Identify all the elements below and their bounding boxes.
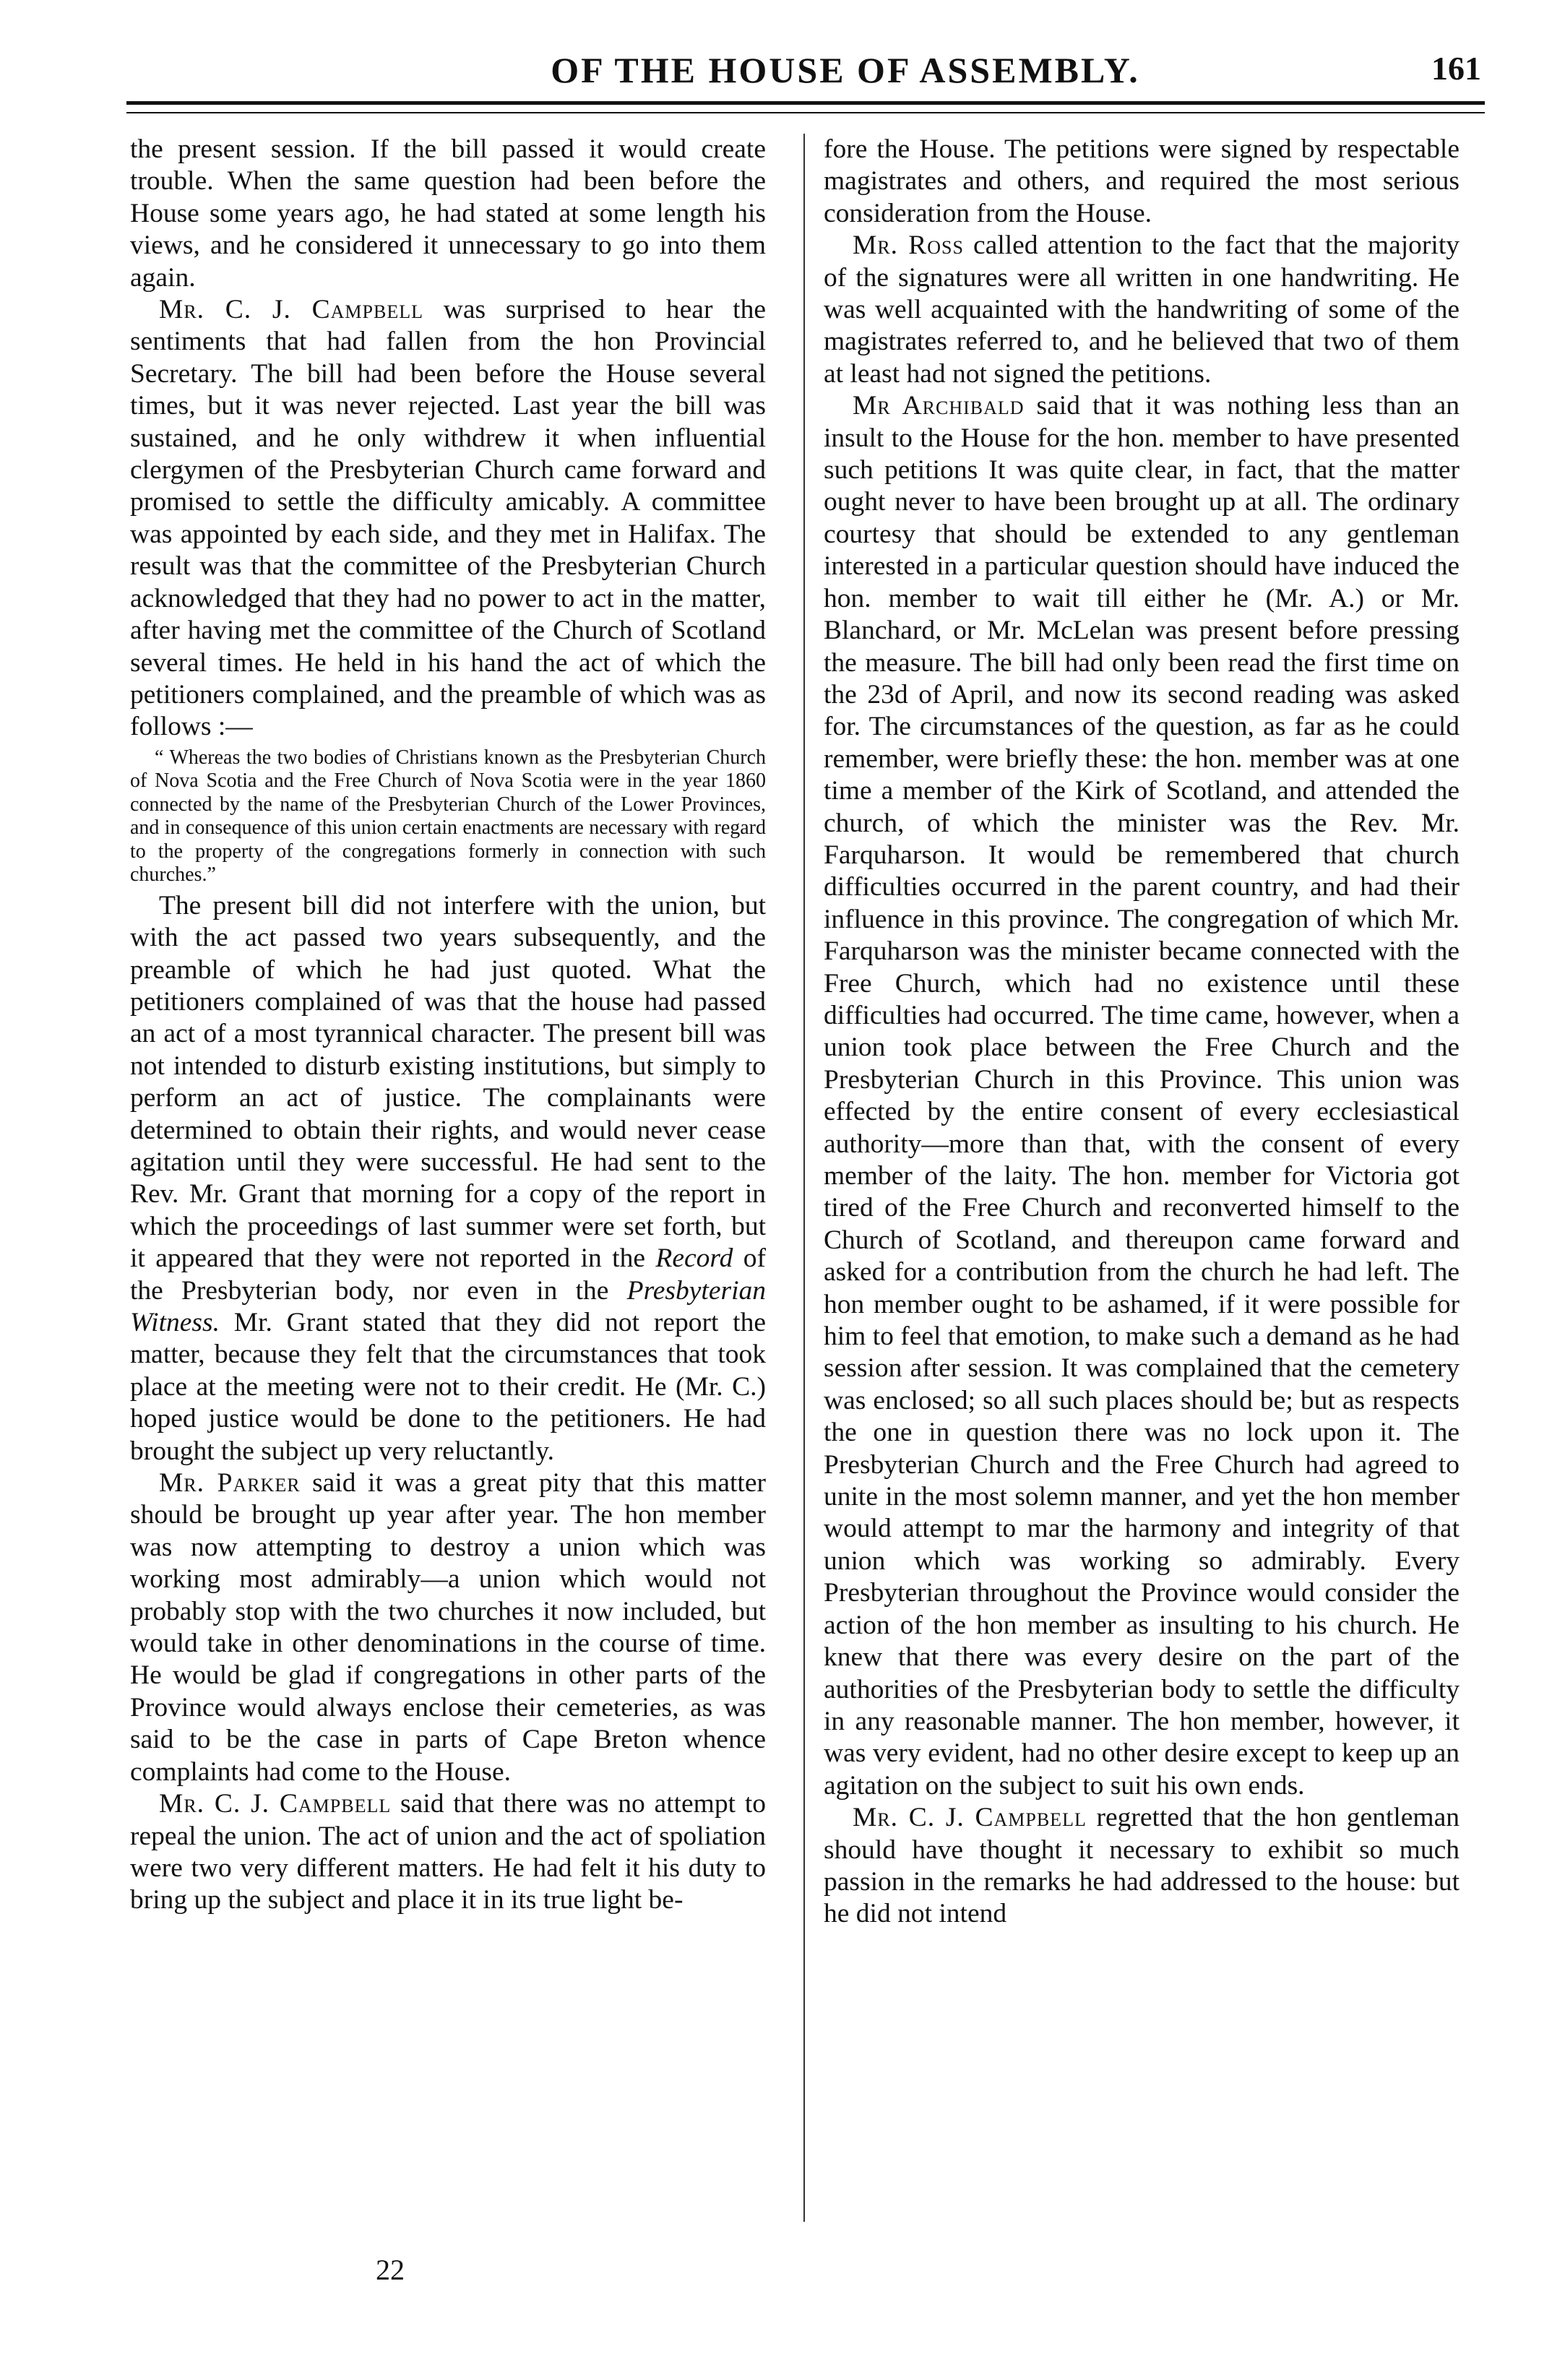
speaker-name: Mr. C. J. Campbell — [853, 1803, 1087, 1833]
left-paragraph-1: the present session. If the bill passed it would create trouble. When the same question had been before the House some years ago, he had stated at some length his views, and he considered it unnecessary to go into them again. — [130, 134, 766, 293]
right-paragraph-4 — [824, 1802, 1460, 1931]
left-paragraph-2-text: was surprised to hear the sentiments that had fallen from the hon Provincial Secretary. The bill had been before the House several times, but it was never rejected. Last year the bill was sustained, and he only withdrew it when influential clergymen of the Presbyterian Church came forward and promised to settle the difficulty amicably. A committee was appointed by each side, and they met in Halifax. The result was that the committee of the Presbyterian Church acknowledged that they had no power to act in the matter, after having met the committee of the Church of Scotland several times. He held in his hand the act of which the petitioners complained, and the preamble of which was as follows :— — [130, 295, 766, 742]
left-paragraph-2 — [130, 294, 766, 743]
right-paragraph-3 — [824, 390, 1460, 1802]
record-title: Record — [655, 1243, 733, 1274]
running-title: OF THE HOUSE OF ASSEMBLY. — [551, 50, 1140, 90]
quoted-preamble: “ Whereas the two bodies of Christians known as the Presbyterian Church of Nova Scotia and the Free Church of Nova Scotia were in the year 1860 connected by the name of the Presbyterian Church of the Lower Provinces, and in consequence of this union certain enactments are necessary with regard to the property of the congregations formerly in connection with such churches.” — [130, 746, 766, 887]
left-paragraph-4-text: said it was a great pity that this matter should be brought up year after year. The hon member was now attempting to destroy a union which was working most admirably—a union which would not probably stop with the two churches it now included, but would take in other denominations in the course of time. He would be glad if congregations in other parts of the Province would always enclose their cemeteries, as was said to be the case in parts of Cape Breton whence complaints had come to the House. — [130, 1468, 766, 1787]
right-column — [824, 134, 1460, 2251]
left-paragraph-3-text-c: Mr. Grant stated that they did not report the matter, because they felt that the circumstances that took place at the meeting were not to their credit. He (Mr. C.) hoped justice would be done to the petitioners. He had brought the subject up very reluctantly. — [130, 1308, 766, 1466]
signature-mark: 22 — [376, 2254, 405, 2286]
left-paragraph-4 — [130, 1467, 766, 1788]
left-paragraph-5 — [130, 1788, 766, 1917]
left-column — [130, 134, 766, 2251]
running-head — [145, 42, 1481, 107]
right-paragraph-3-text: said that it was nothing less than an insult to the House for the hon. member to have presented such petitions It was quite clear, in fact, that the matter ought never to have been brought up at all. The ordinary courtesy that should be extended to any gentleman interested in a particular question should have induced the hon. member to wait till either he (Mr. A.) or Mr. Blanchard, or Mr. McLelan was present before pressing the measure. The bill had only been read the first time on the 23d of April, and now its second reading was asked for. The circumstances of the question, as far as he could remember, were briefly these: the hon. member was at one time a member of the Kirk of Scotland, and attended the church, of which the minister was the Rev. Mr. Farquharson. It would be remembered that church difficulties occurred in the parent country, and had their influence in this province. The congregation of which Mr. Farquharson was the minister became connected with the Free Church, which had no existence until these difficulties had occurred. The time came, however, when a union took place between the Free Church and the Presbyterian Church in this Province. This union was effected by the entire consent of every ecclesiastical authority—more than that, with the consent of every member of the laity. The hon. member for Victoria got tired of the Free Church and reconverted himself to the Church of Scotland, and thereupon came forward and asked for a contribution from the church he had left. The hon member ought to be ashamed, if it were possible for him to feel that emotion, to make such a demand as he had session after session. It was complained that the cemetery was enclosed; so all such places should be; but as respects the one in question there was no lock upon it. The Presbyterian Church and the Free Church had agreed to unite in the most solemn manner, and yet the hon member would attempt to mar the harmony and integrity of that union which was working so admirably. Every Presbyterian throughout the Province would consider the action of the hon member as insulting to his church. He knew that there was every desire on the part of the authorities of the Presbyterian body to settle the difficulty in any reasonable manner. The hon member, however, it was very evident, had no other desire except to keep up an agitation on the subject to suit his own ends. — [824, 391, 1460, 1801]
speaker-name: Mr. C. J. Campbell — [159, 295, 423, 325]
left-paragraph-3 — [130, 890, 766, 1467]
left-paragraph-3-text-b: of the Presbyterian body, nor even in the — [130, 1243, 766, 1306]
header-rule-thick — [126, 101, 1485, 105]
right-paragraph-2-text: called attention to the fact that the majority of the signatures were all written in one handwriting. He was well acquainted with the handwriting of some of the magistrates referred to, and he believed that two of them at least had not signed the petitions. — [824, 230, 1460, 389]
column-divider — [803, 134, 805, 2222]
speaker-name: Mr. Ross — [853, 230, 964, 261]
right-paragraph-2 — [824, 230, 1460, 390]
speaker-name: Mr. Parker — [159, 1468, 301, 1499]
left-paragraph-3-text-a: The present bill did not interfere with the union, but with the act passed two years subsequently, and the preamble of which he had just quoted. What the petitioners complained of was that the house had passed an act of a most tyrannical character. The present bill was not intended to disturb existing institutions, but simply to perform an act of justice. The complainants were determined to obtain their rights, and would never cease agitation until they were successful. He had sent to the Rev. Mr. Grant that morning for a copy of the report in which the proceedings of last summer were set forth, but it appeared that they were not reported in the — [130, 890, 766, 1274]
speaker-name: Mr. C. J. Campbell — [159, 1789, 392, 1819]
speaker-name: Mr Archibald — [853, 391, 1025, 421]
left-paragraph-5-text: said that there was no attempt to repeal the union. The act of union and the act of spoliation were two very different matters. He had felt it his duty to bring up the subject and place it in its true light be- — [130, 1789, 766, 1915]
witness-title: Presbyterian Witness. — [130, 1275, 766, 1337]
header-rule-thin — [126, 112, 1485, 113]
right-paragraph-4-text: regretted that the hon gentleman should have thought it necessary to exhibit so much passion in the remarks he had addressed to the house: but he did not intend — [824, 1803, 1460, 1929]
page-number: 161 — [1431, 50, 1481, 87]
right-paragraph-1: fore the House. The petitions were signed by respectable magistrates and others, and required the most serious consideration from the House. — [824, 134, 1460, 228]
